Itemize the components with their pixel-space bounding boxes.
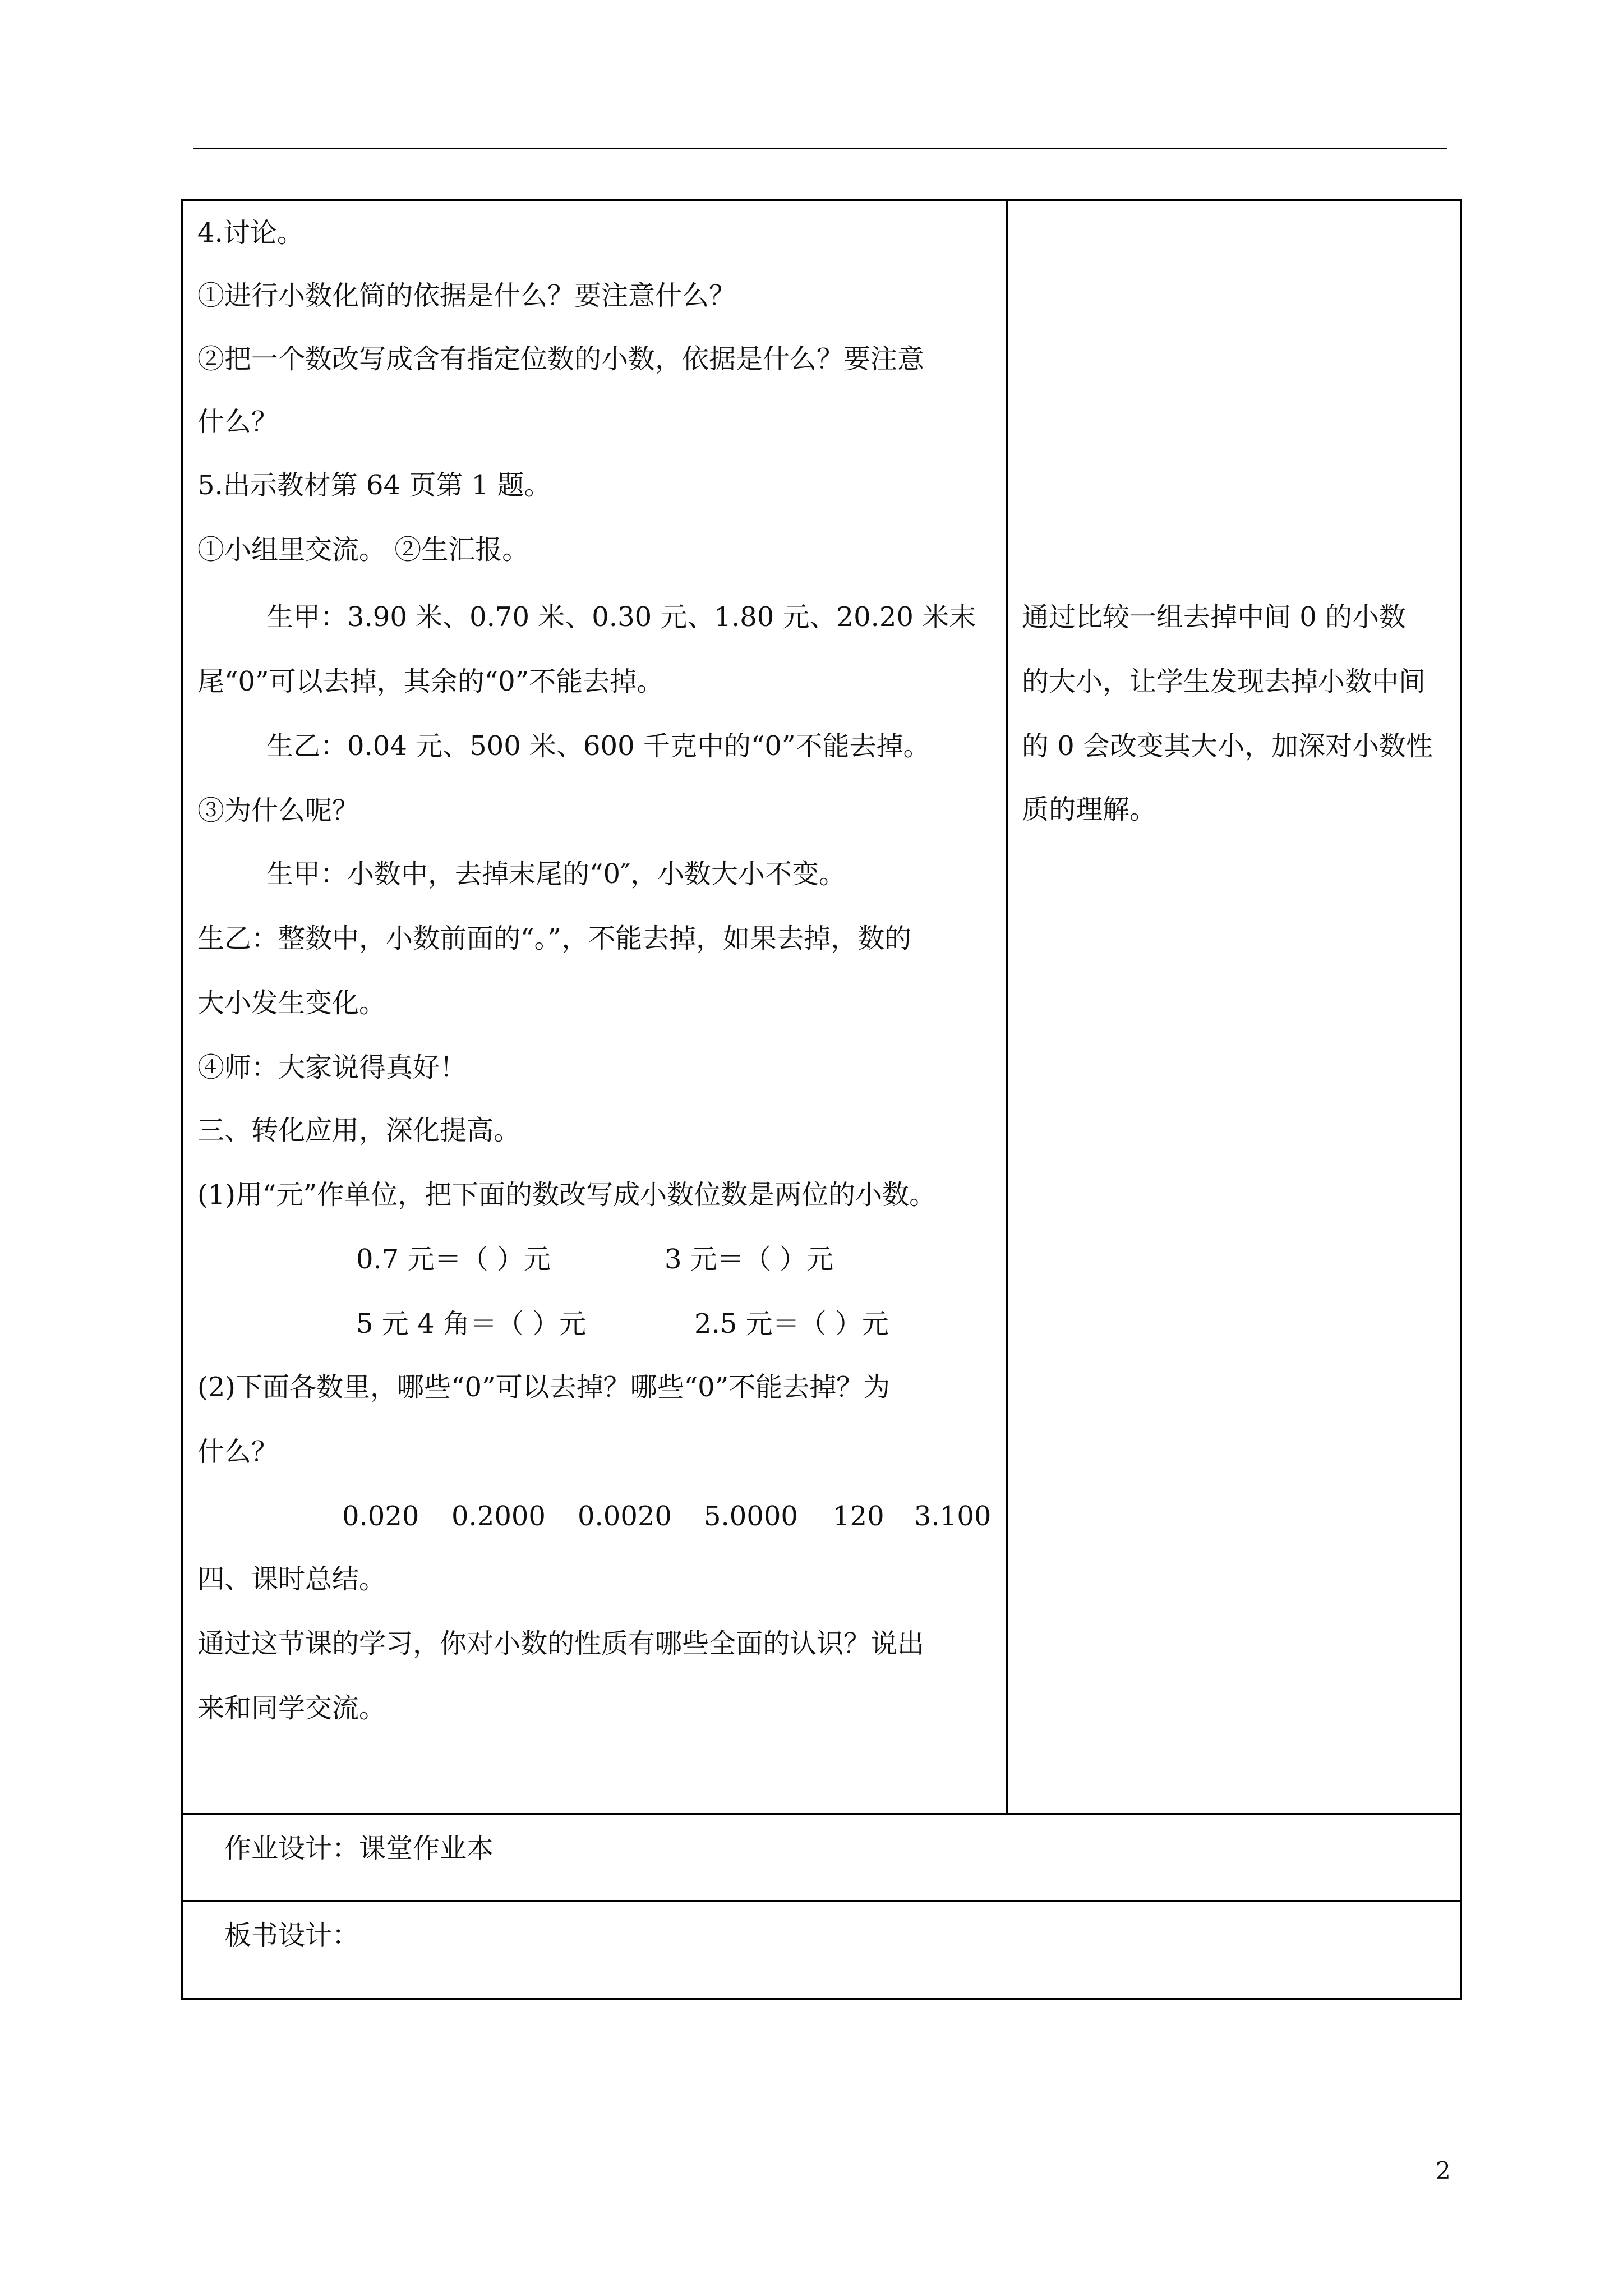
exercise-2-number: 5.0000 <box>704 1501 798 1532</box>
discussion-q1: ①进行小数化简的依据是什么？要注意什么？ <box>197 280 736 311</box>
row-divider-board <box>181 1900 1462 1902</box>
student-a-answer: 生甲：3.90 米、0.70 米、0.30 元、1.80 元、20.20 米末 <box>266 601 976 633</box>
exercise-2-cont: 什么？ <box>197 1436 279 1467</box>
summary-text: 通过这节课的学习，你对小数的性质有哪些全面的认识？说出 <box>197 1628 925 1659</box>
group-step: ①小组里交流。 ②生汇报。 <box>197 534 529 565</box>
discussion-q2-cont: 什么？ <box>197 406 279 438</box>
student-b-reason-cont: 大小发生变化。 <box>197 987 386 1019</box>
design-note: 的大小，让学生发现去掉小数中间 <box>1022 666 1426 697</box>
design-note: 通过比较一组去掉中间 0 的小数 <box>1022 601 1407 633</box>
teacher-remark: ④师：大家说得真好！ <box>197 1052 467 1083</box>
student-b-reason: 生乙：整数中，小数前面的“。”，不能去掉，如果去掉，数的 <box>197 923 912 954</box>
exercise-1-item-b: 3 元＝（ ）元 <box>665 1244 834 1275</box>
why-question: ③为什么呢？ <box>197 795 359 826</box>
exercise-1: (1)用“元”作单位，把下面的数改写成小数位数是两位的小数。 <box>197 1179 937 1211</box>
exercise-1-item-a: 0.7 元＝（ ）元 <box>356 1244 551 1275</box>
exercise-1-item-c: 5 元 4 角＝（ ）元 <box>356 1308 587 1340</box>
student-a-answer-cont: 尾“0”可以去掉，其余的“0”不能去掉。 <box>197 666 664 697</box>
row-divider-homework <box>181 1813 1462 1815</box>
header-rule <box>193 148 1447 149</box>
exercise-2-number: 0.0020 <box>578 1501 672 1532</box>
student-a-reason: 生甲：小数中，去掉末尾的“0″，小数大小不变。 <box>266 858 846 890</box>
board-design: 板书设计： <box>224 1920 359 1951</box>
student-b-answer: 生乙：0.04 元、500 米、600 千克中的“0”不能去掉。 <box>266 730 930 762</box>
exercise-1-item-d: 2.5 元＝（ ）元 <box>694 1308 889 1340</box>
summary-text-cont: 来和同学交流。 <box>197 1692 386 1724</box>
section-three-heading: 三、转化应用，深化提高。 <box>197 1115 521 1146</box>
page-number: 2 <box>1436 2157 1451 2184</box>
textbook-exercise: 5.出示教材第 64 页第 1 题。 <box>197 470 551 501</box>
exercise-2-number: 0.020 <box>342 1501 419 1532</box>
design-note: 的 0 会改变其大小，加深对小数性 <box>1022 730 1433 762</box>
exercise-2-number: 0.2000 <box>451 1501 546 1532</box>
section-four-heading: 四、课时总结。 <box>197 1563 386 1595</box>
exercise-2-number: 3.100 <box>914 1501 992 1532</box>
exercise-2-number: 120 <box>833 1501 884 1532</box>
homework-design: 作业设计：课堂作业本 <box>224 1833 494 1864</box>
design-note: 质的理解。 <box>1022 794 1157 825</box>
discussion-q2: ②把一个数改写成含有指定位数的小数，依据是什么？要注意 <box>197 343 925 375</box>
exercise-2: (2)下面各数里，哪些“0”可以去掉？哪些“0”不能去掉？为 <box>197 1372 891 1403</box>
discussion-heading: 4.讨论。 <box>197 217 304 249</box>
column-divider <box>1006 199 1008 1814</box>
